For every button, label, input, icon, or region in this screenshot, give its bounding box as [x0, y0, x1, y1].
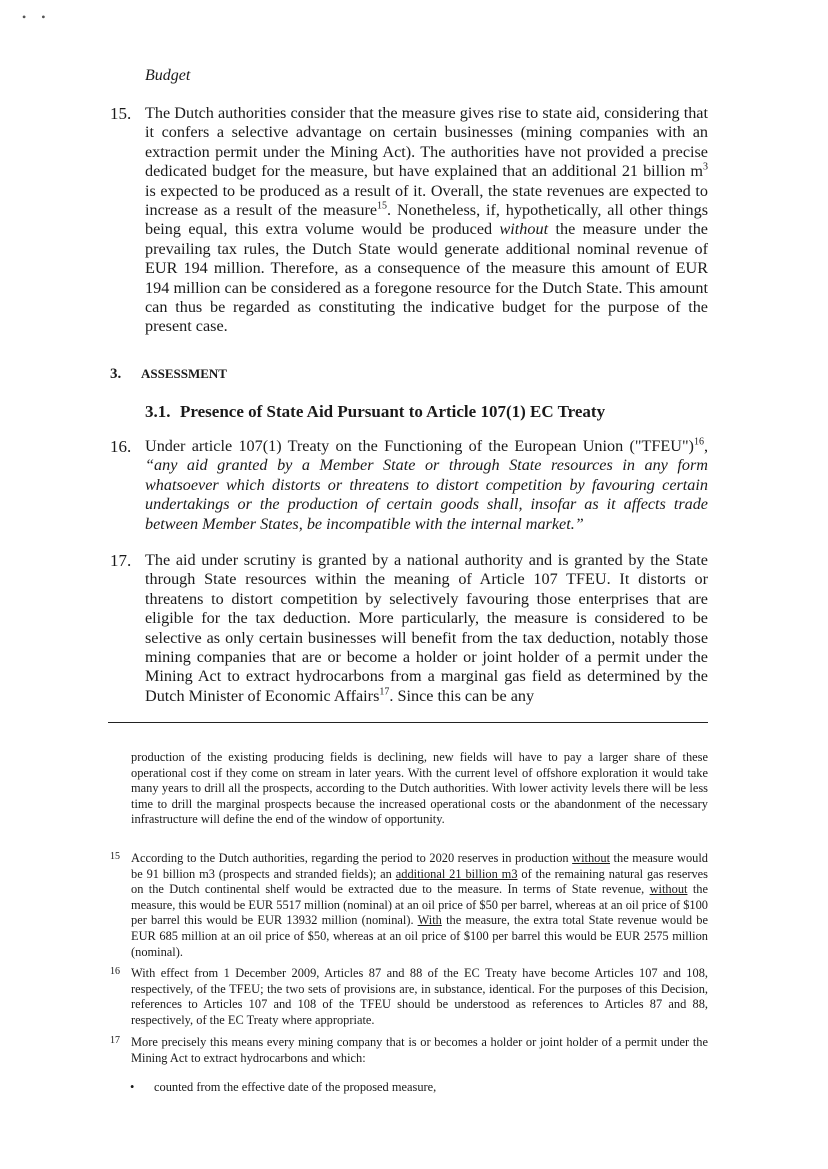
footnote-ref: 15 — [377, 200, 388, 212]
footnote-ref: 17 — [379, 686, 390, 698]
paragraph-number: 16. — [110, 437, 132, 456]
text-run: , — [703, 437, 708, 455]
text-run: the measure, this would be EUR 5517 million (nominal) at an oil price of $50 per barrel, whereas at an oil price of $100 per barrel this would be EUR 13932 million (nominal). — [131, 882, 708, 928]
section-title: ASSESSMENT — [141, 366, 227, 381]
text-run: the measure would be 91 billion m3 (prospects and stranded fields); an — [131, 851, 708, 881]
footnote-number: 16 — [110, 966, 120, 977]
text-run: is expected to be produced as a result of it. Overall, the state revenues are expected to increase as a result of the measure — [145, 181, 708, 220]
footnote-15 — [110, 851, 708, 960]
text-run: of the remaining natural gas reserves on the Dutch continental shelf would be extracted due to the measure. In terms of State revenue, — [131, 866, 708, 897]
text-run: the measure under the prevailing tax rules, the Dutch State would generate additional nominal revenue of EUR 194 million. Therefore, as a consequence of the measure this amount of EUR 194 million can be considered as a foregone resource for the Dutch State. This amount can thus be regarded as constituting the indicative budget for the purpose of the present case. — [145, 220, 708, 336]
text-run: . Since this can be any — [389, 686, 535, 705]
paragraph-text — [145, 437, 708, 534]
paragraph-text — [145, 104, 708, 337]
footnote-number: 17 — [110, 1035, 120, 1046]
section-heading — [110, 366, 227, 383]
bullet-marker: • — [130, 1080, 135, 1094]
footnote-bullet-item — [130, 1080, 436, 1095]
text-run: the measure, the extra total State revenue would be EUR 685 million at an oil price of $50, whereas at an oil price of $100 per barrel this would be EUR 2575 million (nominal). — [131, 913, 708, 959]
paragraph-number: 15. — [110, 104, 132, 123]
subsection-number: 3.1. — [145, 402, 171, 421]
footnote-continued — [110, 750, 708, 828]
text-run: Under article 107(1) Treaty on the Functioning of the European Union ("TFEU") — [145, 437, 694, 455]
underlined-text: without — [572, 851, 611, 865]
footnote-text: production of the existing producing fields is declining, new fields will have to pay a larger share of these operational cost if they come on stream in later years. With the current level of offshore exploration it would take many years to drill all the prospects, according to the Dutch authorities. With lower activity levels there will be less time to drill the marginal prospects because the increased operational costs or the abandonment of the necessary infrastructure will define the end of the window of opportunity. — [131, 750, 708, 827]
paragraph-text — [145, 551, 708, 706]
budget-heading: Budget — [145, 67, 191, 84]
superscript: 3 — [703, 161, 708, 173]
emphasis: without — [499, 220, 549, 239]
text-run: . Nonetheless, if, hypothetically, all other things being equal, this extra volume would be produced — [145, 201, 709, 239]
text-run: According to the Dutch authorities, regarding the period to 2020 reserves in production — [131, 851, 573, 865]
underlined-text: With — [417, 913, 442, 928]
text-run: The Dutch authorities consider that the measure gives rise to state aid, considering that it confers a selective advantage on certain businesses (mining companies with an extraction permit under the Mining Act). The authorities have not provided a precise dedicated budget for the measure, but have explained that an additional 21 billion m — [145, 104, 708, 181]
subsection-heading — [145, 402, 605, 422]
underlined-text: without — [649, 882, 688, 897]
paragraph-number: 17. — [110, 551, 132, 570]
header-marks: • • — [22, 10, 52, 24]
footnote-text: More precisely this means every mining company that is or becomes a holder or joint holder of a permit under the Mining Act to extract hydrocarbons and which: — [131, 1035, 708, 1065]
footnote-text: With effect from 1 December 2009, Articles 87 and 88 of the EC Treaty have become Articles 107 and 108, respectively, of the TFEU; the two sets of provisions are, in substance, identical. For the purposes of this Decision, references to Articles 107 and 108 of the TFEU should be understood as references to Articles 87 and 88, respectively, of the EC Treaty where appropriate. — [131, 966, 708, 1027]
paragraph-15 — [110, 104, 708, 337]
footnote-17 — [110, 1035, 708, 1066]
footnote-divider — [108, 722, 708, 723]
footnote-text — [131, 851, 708, 960]
paragraph-16 — [110, 437, 708, 534]
footnote-number: 15 — [110, 851, 120, 862]
section-number: 3. — [110, 366, 122, 382]
subsection-title: Presence of State Aid Pursuant to Article 107(1) EC Treaty — [180, 402, 606, 421]
paragraph-17 — [110, 551, 708, 706]
footnote-16 — [110, 966, 708, 1028]
treaty-quote: “any aid granted by a Member State or through State resources in any form whatsoever which distorts or threatens to distort competition by favouring certain undertakings or the production of certain goods shall, insofar as it affects trade between Member States, be incompatible with the internal market.” — [145, 456, 708, 533]
underlined-text: additional 21 billion m3 — [395, 866, 518, 881]
text-run: The aid under scrutiny is granted by a national authority and is granted by the State through State resources within the meaning of Article 107 TFEU. It distorts or threatens to distort competition by selectively favouring those enterprises that are eligible for the tax deduction. More particularly, the measure is considered to be selective as only certain businesses will benefit from the tax deduction, notably those mining companies that are or become a holder or joint holder of a permit under the Mining Act to extract hydrocarbons from a marginal gas field as determined by the Dutch Minister of Economic Affairs — [145, 551, 708, 705]
bullet-text: counted from the effective date of the proposed measure, — [154, 1080, 437, 1094]
footnote-ref: 16 — [693, 436, 704, 448]
